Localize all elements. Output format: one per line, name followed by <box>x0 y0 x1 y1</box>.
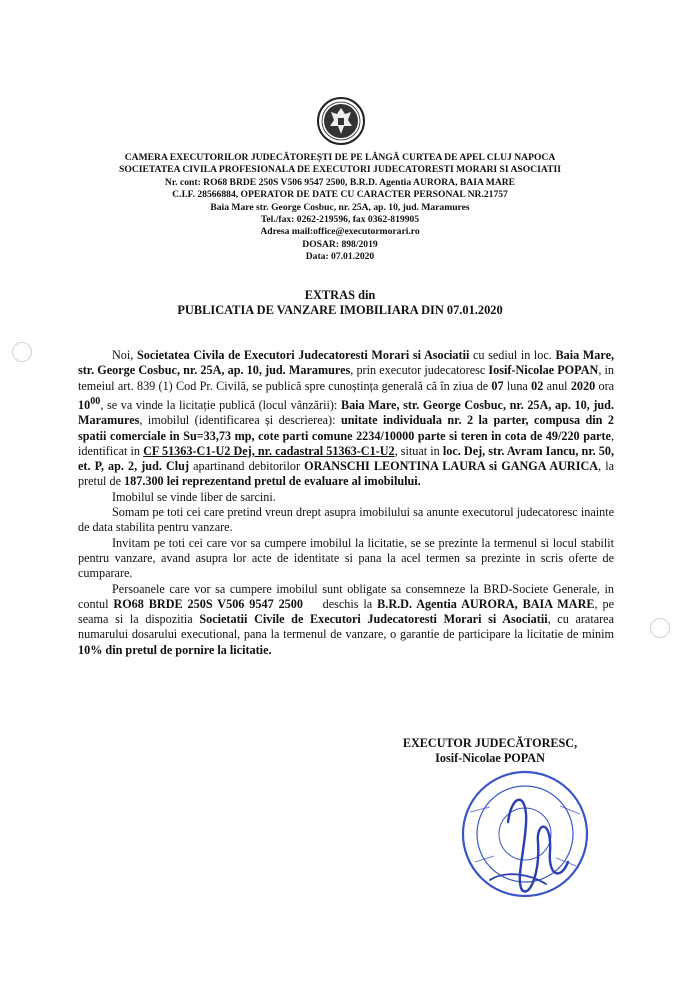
official-stamp <box>450 762 600 912</box>
sale-year: 2020 <box>570 378 596 393</box>
hole-punch-mark <box>12 342 32 362</box>
cadastral-reference: CF 51363-C1-U2 Dej, nr. cadastral 51363-C1-U2 <box>143 443 395 458</box>
paragraph-guarantee <box>78 582 614 658</box>
text: cu sediul in loc. <box>469 348 556 362</box>
sale-hour: 10 <box>78 397 91 412</box>
title-line-1: EXTRAS din <box>304 288 376 302</box>
text: , imobilul (identificarea și descrierea): <box>139 413 341 428</box>
text: , in temeiul art. 839 (1) Cod Pr. Civilă, se publică spre cunoștința generală că în ziua de <box>78 363 614 393</box>
address: Baia Mare str. George Cosbuc, nr. 25A, ap. 10, jud. Maramures <box>210 201 470 213</box>
text: deschis la <box>302 596 378 611</box>
signature-name: Iosif-Nicolae POPAN <box>435 751 545 765</box>
text: , cu aratarea numarului dosarului executional, pana la termenul de vanzare, o garantie de participare la licitatie de minim <box>78 612 614 642</box>
guarantee-amount: 10% din pretul de pornire la licitatie. <box>78 642 272 657</box>
text: Noi, <box>112 348 137 362</box>
text: luna <box>503 378 532 393</box>
text: , se va vinde la licitație publică (locul vânzării): <box>100 397 341 412</box>
email: Adresa mail:office@executormorari.ro <box>260 226 420 238</box>
chamber-name: CAMERA EXECUTORILOR JUDECĂTOREȘTI DE PE LÂNGĂ CURTEA DE APEL CLUJ NAPOCA <box>124 152 556 163</box>
text: , identificat in <box>78 428 614 458</box>
text: Persoanele care vor sa cumpere imobilul sunt obligate sa consemneze la BRD-Societe Generale, in contul <box>78 581 614 611</box>
phone-fax: Tel./fax: 0262-219596, fax 0362-819905 <box>260 214 420 226</box>
bank-branch: B.R.D. Agentia AURORA, BAIA MARE <box>377 596 595 611</box>
sale-location: Baia Mare, str. George Cosbuc, nr. 25A, ap. 10, jud. Maramures <box>78 397 614 428</box>
text: , la pretul de <box>78 459 614 489</box>
sale-day: 07 <box>491 378 504 393</box>
letterhead <box>90 152 590 264</box>
executor-company: Societatii Civile de Executori Judecatoresti Morari si Asociatii <box>199 612 548 627</box>
document-title <box>90 288 590 318</box>
paragraph-invitation: Invitam pe toti cei care vor sa cumpere imobilul la licitatie, se se prezinte la termenul si locul stabilit pentru vanzare, avand asupra lor acte de identitate si pana la acel termen sa prezinte in scris oferte de cumparare. <box>78 535 614 581</box>
paragraph-no-encumbrances: Imobilul se vinde liber de sarcini. <box>112 489 276 504</box>
text: anul <box>543 378 571 393</box>
debtors-names: ORANSCHI LEONTINA LAURA si GANGA AURICA <box>304 459 599 474</box>
hole-punch-mark <box>650 618 670 638</box>
account-number: RO68 BRDE 250S V506 9547 2500 <box>113 596 303 611</box>
paragraph-sale-notice <box>78 348 614 490</box>
text: ora <box>595 378 615 393</box>
document-date: Data: 07.01.2020 <box>305 251 375 263</box>
bank-account: Nr. cont: RO68 BRDE 250S V506 9547 2500, B.R.D. Agentia AURORA, BAIA MARE <box>164 176 516 188</box>
sale-month: 02 <box>531 378 544 393</box>
executor-address: Baia Mare, str. George Cosbuc, nr. 25A, ap. 10, jud. Maramures <box>78 348 615 378</box>
property-location: loc. Dej, str. Avram Iancu, nr. 50, et. P, ap. 2, jud. Cluj <box>78 443 615 474</box>
executor-name: Iosif-Nicolae POPAN <box>488 363 599 378</box>
coat-of-arms-emblem <box>316 96 366 146</box>
property-description: unitate individuala nr. 2 la parter, compusa din 2 spatii comerciale in Su=33,73 mp, cote parti comune 2234/10000 parte si teren in cota de 49/220 parte <box>78 413 614 443</box>
text: apartinand debitorilor <box>189 459 305 474</box>
text: , prin executor judecatoresc <box>350 363 489 378</box>
title-line-2: PUBLICATIA DE VANZARE IMOBILIARA DIN 07.01.2020 <box>177 303 503 317</box>
paragraph-summons: Somam pe toti cei care pretind vreun drept asupra imobilului sa anunte executorul judecatoresc inainte de data stabilita pentru vanzare. <box>78 505 614 535</box>
property-price: 187.300 lei reprezentand pretul de evaluare al imobilului. <box>124 474 421 489</box>
sale-minutes: 00 <box>90 395 101 407</box>
text: , situat in <box>394 443 443 458</box>
company-name: SOCIETATEA CIVILA PROFESIONALA DE EXECUTORI JUDECATORESTI MORARI SI ASOCIATII <box>119 164 561 176</box>
document-body <box>78 348 614 658</box>
text: , pe seama si la dispozitia <box>78 596 614 627</box>
fiscal-code: C.I.F. 28566884, OPERATOR DE DATE CU CARACTER PERSONAL NR.21757 <box>172 189 508 201</box>
signature-title: EXECUTOR JUDECĂTORESC, <box>402 736 578 750</box>
executor-company: Societatea Civila de Executori Judecatoresti Morari si Asociatii <box>136 348 470 362</box>
file-number: DOSAR: 898/2019 <box>302 238 378 250</box>
